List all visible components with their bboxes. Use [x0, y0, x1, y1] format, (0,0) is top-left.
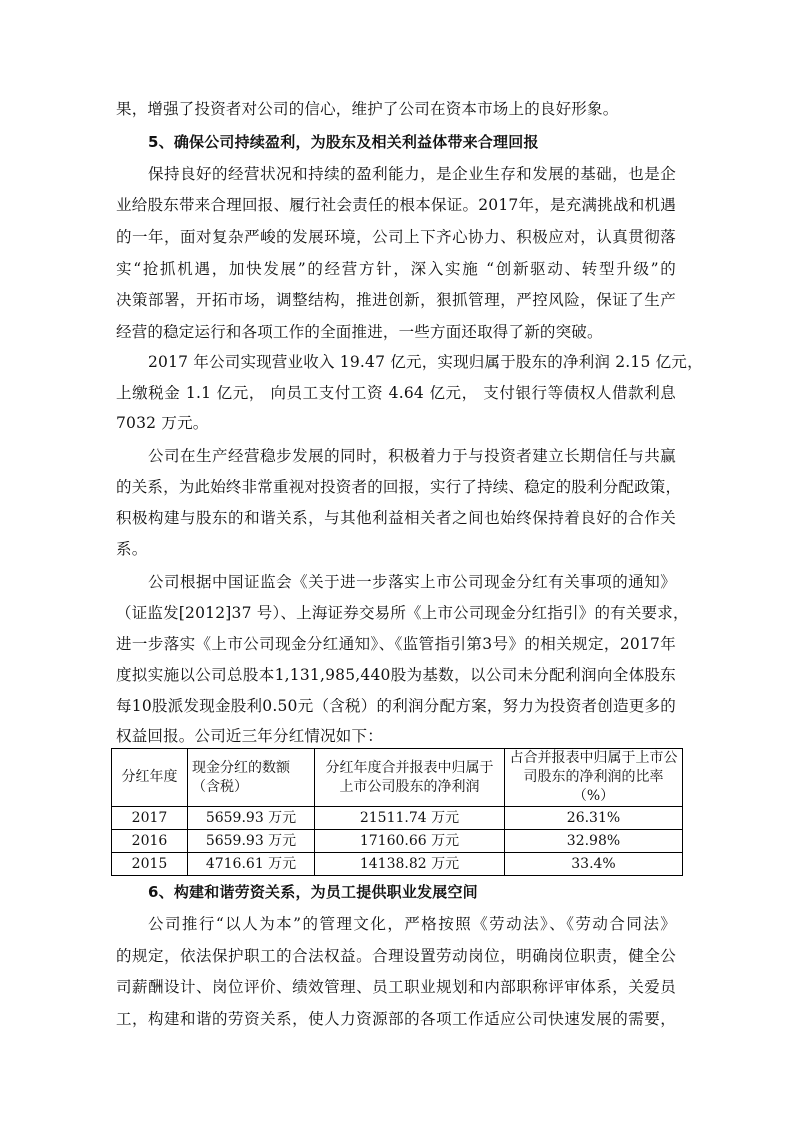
dividend-table: [111, 748, 683, 876]
paragraph-line: 2017 年公司实现营业收入 19.47 亿元，实现归属于股东的净利润 2.15 亿元，: [148, 353, 703, 371]
table-row: [112, 830, 683, 853]
section-heading-5: 5、确保公司持续盈利，为股东及相关利益体带来合理回报: [148, 133, 539, 151]
table-header-row: [112, 749, 683, 807]
table-row: [112, 807, 683, 830]
paragraph-line: 上缴税金 1.1 亿元， 向员工支付工资 4.64 亿元， 支付银行等债权人借款利息: [116, 384, 676, 402]
header-net-profit: 分红年度合并报表中归属于上市公司股东的净利润: [315, 749, 505, 807]
paragraph-line: 权益回报。公司近三年分红情况如下：: [116, 727, 383, 745]
cell-cash: 4716.61 万元: [188, 853, 315, 876]
paragraph-line: 公司推行“以人为本”的管理文化，严格按照《劳动法》、《劳动合同法》: [148, 915, 676, 933]
cell-cash: 5659.93 万元: [188, 830, 315, 853]
paragraph-line: 经营的稳定运行和各项工作的全面推进，一些方面还取得了新的突破。: [116, 323, 603, 341]
paragraph-line: 实“抢抓机遇，加快发展”的经营方针，深入实施 “创新驱动、转型升级”的: [116, 260, 676, 278]
paragraph-line: 公司根据中国证监会《关于进一步落实上市公司现金分红有关事项的通知》: [148, 573, 676, 591]
cell-year: 2016: [112, 830, 188, 853]
paragraph-line: 度拟实施以公司总股本1,131,985,440股为基数，以公司未分配利润向全体股东: [116, 666, 676, 684]
cell-year: 2017: [112, 807, 188, 830]
paragraph-line: 积极构建与股东的和谐关系，与其他利益相关者之间也始终保持着良好的合作关: [116, 509, 676, 527]
paragraph-line: 的关系，为此始终非常重视对投资者的回报，实行了持续、稳定的股利分配政策，: [116, 478, 682, 496]
paragraph-line: 业给股东带来合理回报、履行社会责任的根本保证。2017年，是充满挑战和机遇: [116, 196, 676, 214]
cell-cash: 5659.93 万元: [188, 807, 315, 830]
cell-ratio: 32.98%: [505, 830, 683, 853]
section-heading-6: 6、构建和谐劳资关系，为员工提供职业发展空间: [148, 883, 478, 901]
paragraph-line: 的规定，依法保护职工的合法权益。合理设置劳动岗位，明确岗位职责，健全公: [116, 947, 676, 965]
paragraph-line: 工，构建和谐的劳资关系，使人力资源部的各项工作适应公司快速发展的需要，: [116, 1010, 676, 1028]
cell-year: 2015: [112, 853, 188, 876]
paragraph-line: 系。: [116, 540, 148, 558]
paragraph-line: 进一步落实《上市公司现金分红通知》、《监管指引第3号》的相关规定，2017年: [116, 635, 676, 653]
paragraph-line: 的一年，面对复杂严峻的发展环境，公司上下齐心协力、积极应对，认真贯彻落: [116, 228, 676, 246]
header-year: 分红年度: [112, 749, 188, 807]
cell-profit: 17160.66 万元: [315, 830, 505, 853]
header-cash-dividend: 现金分红的数额（含税）: [188, 749, 315, 807]
cell-profit: 21511.74 万元: [315, 807, 505, 830]
paragraph-line: 每10股派发现金股利0.50元（含税）的利润分配方案，努力为投资者创造更多的: [116, 697, 676, 715]
paragraph-line: 司薪酬设计、岗位评价、绩效管理、员工职业规划和内部职称评审体系，关爱员: [116, 978, 676, 996]
paragraph-line: 决策部署，开拓市场，调整结构，推进创新，狠抓管理，严控风险，保证了生产: [116, 291, 676, 309]
paragraph-line: 保持良好的经营状况和持续的盈利能力，是企业生存和发展的基础，也是企: [148, 165, 676, 183]
cell-profit: 14138.82 万元: [315, 853, 505, 876]
paragraph-line: 果，增强了投资者对公司的信心，维护了公司在资本市场上的良好形象。: [116, 100, 619, 118]
cell-ratio: 26.31%: [505, 807, 683, 830]
table-row: [112, 853, 683, 876]
paragraph-line: （证监发[2012]37 号）、上海证券交易所《上市公司现金分红指引》的有关要求，: [116, 604, 689, 622]
cell-ratio: 33.4%: [505, 853, 683, 876]
paragraph-line: 公司在生产经营稳步发展的同时，积极着力于与投资者建立长期信任与共赢: [148, 447, 676, 465]
paragraph-line: 7032 万元。: [116, 414, 209, 432]
header-ratio: 占合并报表中归属于上市公司股东的净利润的比率（%）: [505, 749, 683, 807]
